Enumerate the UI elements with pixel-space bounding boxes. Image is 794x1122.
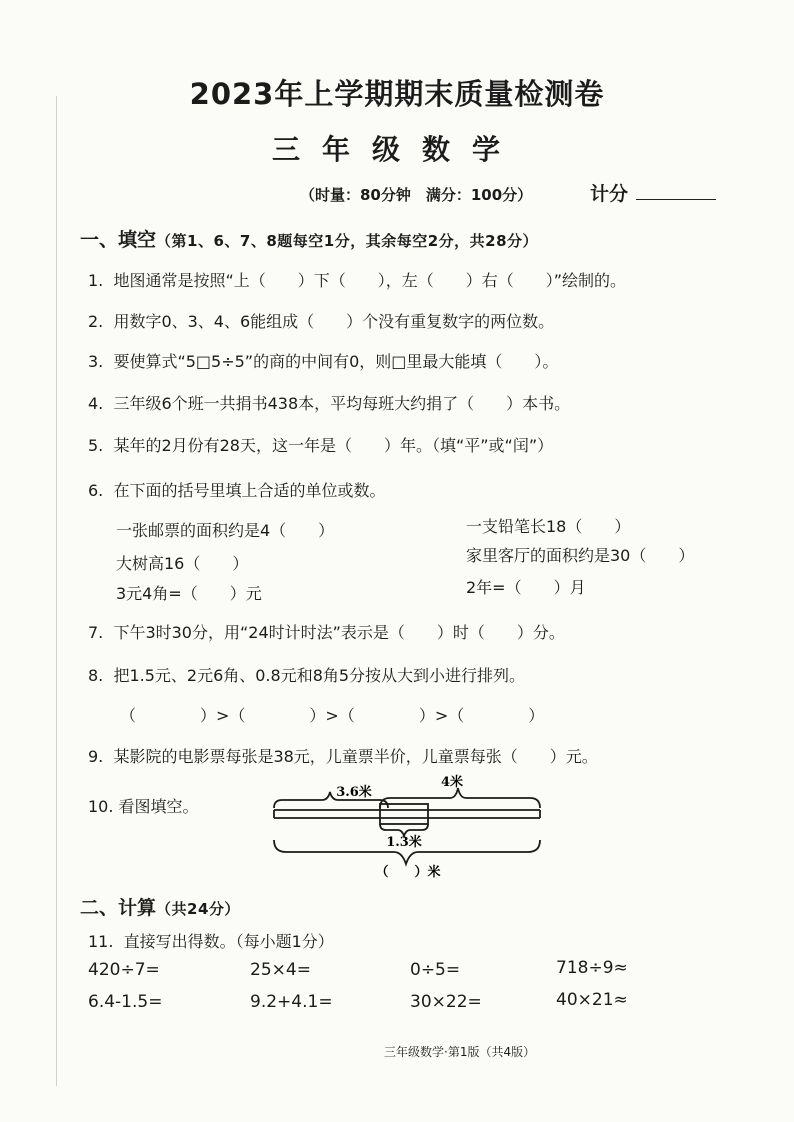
question-10: 10. 看图填空。 bbox=[88, 797, 199, 816]
section-1-note: （第1、6、7、8题每空1分，其余每空2分，共28分） bbox=[156, 232, 539, 250]
q6-item: 一支铅笔长18（ ） bbox=[466, 517, 631, 536]
question-11: 11. 直接写出得数。（每小题1分） bbox=[88, 932, 334, 951]
brace-4m bbox=[380, 788, 540, 808]
exam-subtitle: 三年级数学 bbox=[271, 133, 522, 166]
score-blank-line bbox=[636, 199, 716, 200]
binding-margin-line bbox=[56, 96, 57, 1086]
q6-item: 一张邮票的面积约是4（ ） bbox=[116, 521, 335, 540]
label-4m: 4米 bbox=[440, 775, 464, 790]
question-7: 7. 下午3时30分，用“24时计时法”表示是（ ）时（ ）分。 bbox=[88, 623, 565, 642]
calc-item: 0÷5= bbox=[410, 960, 461, 980]
calc-item: 9.2+4.1= bbox=[250, 992, 333, 1012]
score-label: 计分 bbox=[590, 183, 629, 205]
q6-item: 2年=（ ）月 bbox=[466, 578, 586, 597]
section-2-heading bbox=[80, 893, 240, 920]
question-8: 8. 把1.5元、2元6角、0.8元和8角5分按从大到小进行排列。 bbox=[88, 666, 526, 685]
label-total: （ ）米 bbox=[375, 865, 441, 880]
calc-item: 718÷9≈ bbox=[556, 958, 628, 978]
question-1: 1. 地图通常是按照“上（ ）下（ ），左（ ）右（ ）”绘制的。 bbox=[88, 271, 627, 290]
question-4: 4. 三年级6个班一共捐书438本，平均每班大约捐了（ ）本书。 bbox=[88, 394, 571, 413]
page-footer: 三年级数学·第1版（共4版） bbox=[384, 1045, 536, 1059]
label-3-6m: 3.6米 bbox=[336, 785, 372, 800]
calc-item: 25×4= bbox=[250, 960, 311, 980]
question-2: 2. 用数字0、3、4、6能组成（ ）个没有重复数字的两位数。 bbox=[88, 312, 555, 331]
label-1-3m: 1.3米 bbox=[386, 835, 422, 850]
question-6: 6. 在下面的括号里填上合适的单位或数。 bbox=[88, 481, 386, 500]
segment-diagram bbox=[262, 770, 562, 885]
exam-title: 2023年上学期期末质量检测卷 bbox=[189, 77, 605, 111]
exam-info: （时量：80分钟 满分：100分） bbox=[300, 186, 533, 204]
q6-item: 家里客厅的面积约是30（ ） bbox=[466, 546, 695, 565]
section-1-heading bbox=[80, 225, 538, 252]
calc-item: 6.4-1.5= bbox=[88, 992, 163, 1012]
question-5: 5. 某年的2月份有28天，这一年是（ ）年。（填“平”或“闰”） bbox=[88, 436, 554, 455]
calc-item: 40×21≈ bbox=[556, 990, 628, 1010]
question-3: 3. 要使算式“5□5÷5”的商的中间有0，则□里最大能填（ ）。 bbox=[88, 352, 559, 371]
section-2-title: 二、计算 bbox=[80, 897, 157, 919]
section-2-note: （共24分） bbox=[156, 900, 240, 918]
calc-item: 30×22= bbox=[410, 992, 482, 1012]
section-1-title: 一、填空 bbox=[80, 229, 157, 251]
q6-item: 3元4角=（ ）元 bbox=[116, 584, 262, 603]
question-9: 9. 某影院的电影票每张是38元，儿童票半价，儿童票每张（ ）元。 bbox=[88, 747, 598, 766]
calc-item: 420÷7= bbox=[88, 960, 160, 980]
q6-item: 大树高16（ ） bbox=[116, 554, 249, 573]
q8-answer-blanks: （ ）>（ ）>（ ）>（ ） bbox=[120, 706, 545, 725]
